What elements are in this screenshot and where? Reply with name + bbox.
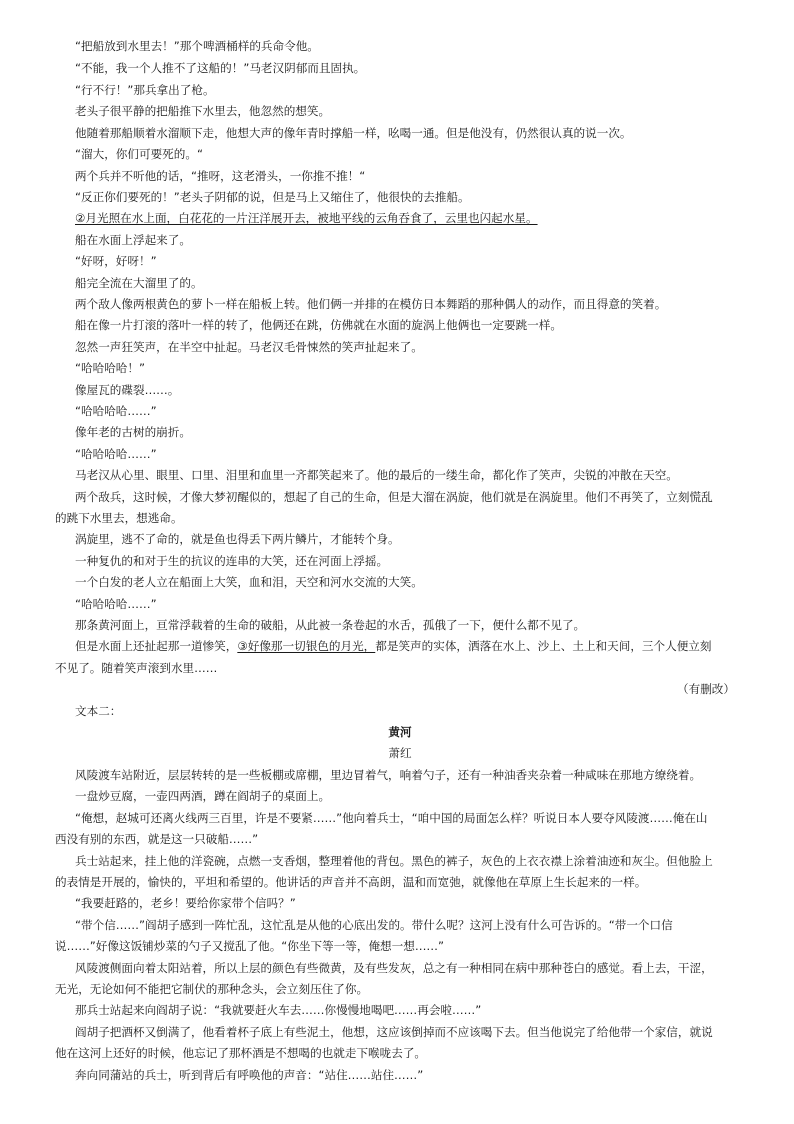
paragraph-continued: 他在这河上还好的时候，他忘记了那杯酒是不想喝的也就走下喉咙去了。 [55,1046,427,1060]
paragraph: 一个白发的老人立在船面上大笑，血和泪，天空和河水交流的大笑。 [75,575,423,589]
paragraph: 船在像一片打滚的落叶一样的转了，他俩还在跳，仿佛就在水面的旋涡上他俩也一定要跳一样。 [75,318,562,332]
section-label: 文本二： [75,704,122,718]
paragraph: 他随着那船顺着水溜顺下走，他想大声的像年青时撑船一样，吆喝一通。但是他没有，仍然很认真的说一次。 [75,126,632,140]
underlined-sentence-2: ②月光照在水上面，白花花的一片汪洋展开去，被地平线的云角吞食了，云里也闪起水星。 [75,211,538,225]
passage-title: 黄河 [388,725,412,739]
paragraph: “行不行！”那兵拿出了枪。 [75,83,215,97]
underlined-sentence-3: ③好像那一切银色的月光， [237,639,376,653]
abridged-note: （有删改） [677,682,735,696]
paragraph: “溜大，你们可要死的。“ [75,147,203,161]
paragraph-continued: 无光，无论如何不能把它制伏的那种念头，会立刻压住了你。 [55,982,369,996]
paragraph: 船完全流在大溜里了的。 [75,276,203,290]
paragraph: 一种复仇的和对于生的抗议的连串的大笑，还在河面上浮摇。 [75,554,389,568]
paragraph: 阎胡子把酒杯又倒满了，他看着杯子底上有些泥土，他想，这应该倒掉而不应该喝下去。但当他说完了给他带一个家信，就说 [75,1025,713,1039]
paragraph: “俺想，赵城可还离火线两三百里，许是不要紧……”他向着兵士，“咱中国的局面怎么样？听说日本人要夺风陵渡……俺在山 [75,811,708,825]
paragraph: “哈哈哈哈……” [75,447,157,461]
text-segment: 但是水面上还扯起那一道惨笑， [75,639,238,653]
paragraph: “把船放到水里去！”那个啤酒桶样的兵命令他。 [75,39,319,53]
paragraph: “哈哈哈哈……” [75,597,157,611]
paragraph: 风陵渡侧面向着太阳站着，所以上层的颜色有些微黄，及有些发灰，总之有一种相同在病中那种苍白的感觉。看上去，干涩， [75,961,713,975]
paragraph: 一盘炒豆腐，一壶四两酒，蹲在阎胡子的桌面上。 [75,789,331,803]
paragraph: 像屋瓦的碟裂……。 [75,383,180,397]
paragraph-continued: 说……”好像这饭铺炒菜的勺子又搅乱了他。“你坐下等一等，俺想一想……” [55,939,445,953]
paragraph: 那兵士站起来向阎胡子说：“我就要赶火车去……你慢慢地喝吧……再会啦……” [75,1003,482,1017]
paragraph: 两个敌人像两根黄色的萝卜一样在船板上转。他们俩一并排的在模仿日本舞蹈的那种偶人的动作，而且得意的笑着。 [75,297,667,311]
paragraph: “带个信……”阎胡子感到一阵忙乱，这忙乱是从他的心底出发的。带什么呢？这河上没有什么可告诉的。“带一个口信 [75,918,673,932]
paragraph: “哈哈哈哈！” [75,361,145,375]
paragraph: 那条黄河面上，亘常浮载着的生命的破船，从此被一条卷起的水舌，孤俄了一下，便什么都不见了。 [75,618,586,632]
text-segment: 都是笑声的实体，洒落在水上、沙上、土上和天间，三个人便立刻 [375,639,712,653]
paragraph: 老头子很平静的把船推下水里去，他忽然的想笑。 [75,104,331,118]
paragraph-continued: 西没有别的东西，就是这一只破船……” [55,832,259,846]
paragraph: 马老汉从心里、眼里、口里、泪里和血里一齐都笑起来了。他的最后的一缕生命，都化作了笑声，尖锐的冲散在天空。 [75,468,678,482]
paragraph: 涡旋里，逃不了命的，就是鱼也得丢下两片鳞片，才能转个身。 [75,532,400,546]
passage-author: 萧红 [388,746,412,760]
paragraph: “好呀，好呀！” [75,254,157,268]
paragraph: “我要赶路的，老乡！要给你家带个信吗？” [75,896,296,910]
paragraph: 船在水面上浮起来了。 [75,233,191,247]
paragraph: 奔向同蒲站的兵士，听到背后有呼唤他的声音：“站住……站住……” [75,1068,424,1082]
paragraph-continued: 的跳下水里去，想逃命。 [55,511,183,525]
paragraph-continued: 不见了。随着笑声滚到水里…… [55,661,218,675]
paragraph: 兵士站起来，挂上他的洋瓷碗，点燃一支香烟，整理着他的背包。黑色的裤子，灰色的上衣衣襟上涂着油迹和灰尘。但他脸上 [75,854,713,868]
paragraph: 忽然一声狂笑声，在半空中扯起。马老汉毛骨悚然的笑声扯起来了。 [75,340,423,354]
paragraph: “反正你们要死的！”老头子阴郁的说，但是马上又缩住了，他很快的去推船。 [75,190,470,204]
paragraph-with-underline [75,636,745,657]
paragraph: “哈哈哈哈……” [75,404,157,418]
paragraph: 两个敌兵，这时候，才像大梦初醒似的，想起了自己的生命，但是大溜在涡旋，他们就是在涡旋里。他们不再笑了，立刻慌乱 [75,490,713,504]
paragraph: 风陵渡车站附近，层层转转的是一些板棚或席棚，里边冒着气，响着勺子，还有一种油香夹杂着一种咸味在那地方缭绕着。 [75,768,702,782]
paragraph-continued: 的表情是开展的，愉快的，平坦和希望的。他讲话的声音并不高朗，温和而宽弛，就像他在草原上生长起来的一样。 [55,875,647,889]
paragraph: “不能，我一个人推不了这船的！”马老汉阴郁而且固执。 [75,61,366,75]
paragraph: 两个兵并不听他的话，“推呀，这老滑头，一你推不推！“ [75,169,366,183]
paragraph: 像年老的古树的崩折。 [75,425,191,439]
